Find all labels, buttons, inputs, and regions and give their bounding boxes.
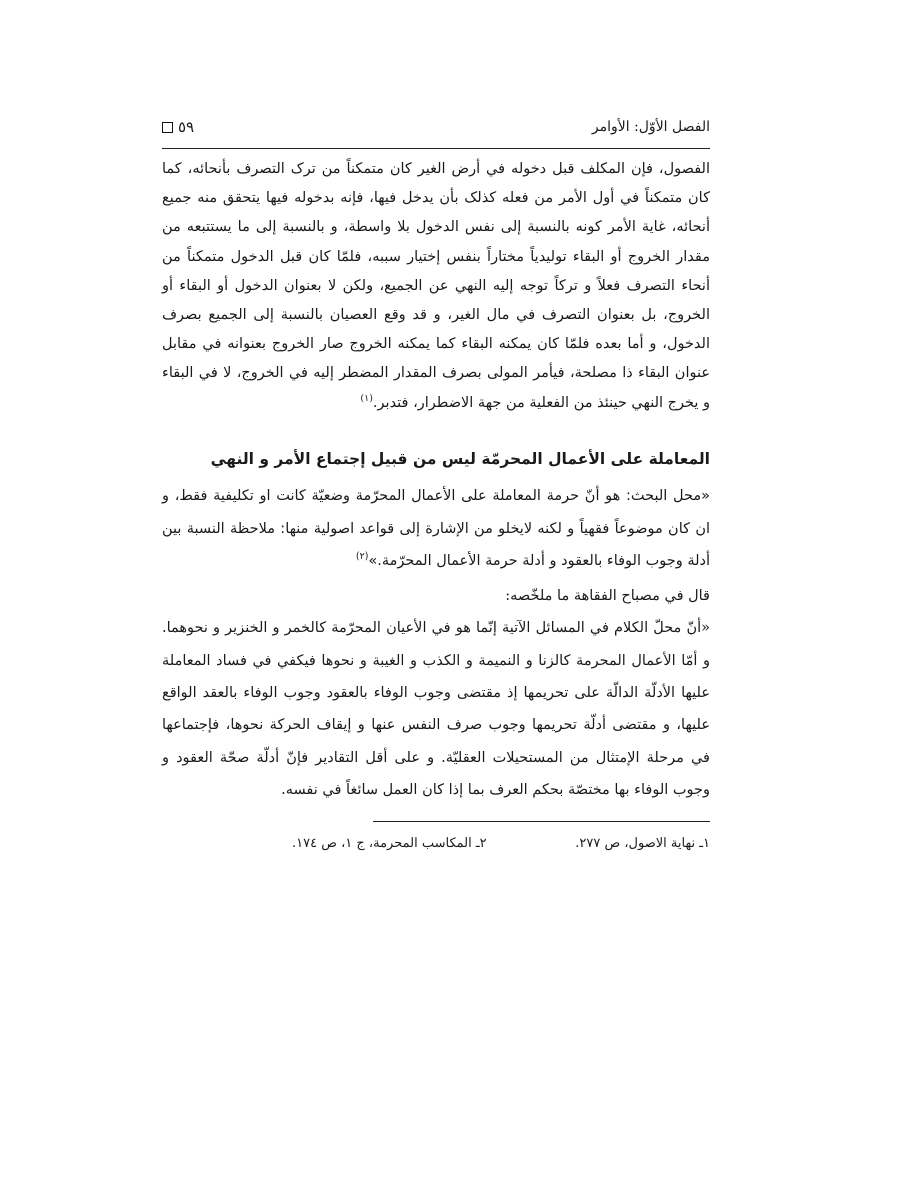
quote-1-text: «محل البحث: هو أنّ حرمة المعاملة على الأعمال المحرّمة وضعيّة كانت او تكليفية فقط، و ان كان موضوعاً فقهياً و لكنه لايخلو من الإشارة إلى قواعد اصولية منها: ملاحظة النسبة بين أدلة وجوب الوفاء بالعقود و أدلة حرمة الأعمال المحرّمة.» xyxy=(162,487,710,570)
footnote-ref-2: (٢) xyxy=(355,551,369,563)
page-number: ٥٩ xyxy=(178,118,195,136)
footnotes xyxy=(162,836,710,851)
square-ornament-icon xyxy=(162,122,173,133)
page-number-group xyxy=(162,118,194,136)
body-paragraph xyxy=(162,155,710,418)
footnote-1: ١ـ نهاية الاصول، ص ٢٧٧. xyxy=(575,835,710,851)
header-rule xyxy=(162,148,710,149)
section-heading: المعاملة على الأعمال المحرمّة ليس من قبيل إجتماع الأمر و النهي xyxy=(210,449,710,468)
running-header xyxy=(162,110,710,144)
footnote-2: ٢ـ المكاسب المحرمة، ج ١، ص ١٧٤. xyxy=(292,835,487,851)
body-paragraph-text: الفصول، فإن المكلف قبل دخوله في أرض الغير كان متمكناً من ترک التصرف بأنحائه، کما كان متمكناً في أول الأمر من فعله كذلک بأن يدخل فيها، فإنه بدخوله فيها يتحقق منه جميع أنحائه، غاية الأمر كونه بالنسبة إلى نفس الدخول بلا واسطة، و بالنسبة إلى ما يستتبعه من مقدار الخروج أو البقاء توليدياً مختاراً بنفس إختيار سببه، فلمّا كان قبل الدخول متمكناً من أنحاء التصرف فعلاً و تركاً توجه إليه النهي عن الجميع، ولكن لا بعنوان الدخول أو البقاء أو الخروج، بل بعنوان التصرف في مال الغير، و قد وقع العصيان بالنسبة إلى الجميع بصرف الدخول، و أما بعده فلمّا كان يمكنه البقاء كما يمكنه الخروج صار الخروج بعنوانه في مقابل عنوان البقاء ذا مصلحة، فيأمر المولى بصرف المقدار المضطر إليه في الخروج، لا في البقاء و يخرج النهي حينئذ من الفعلية من جهة الاضطرار، فتدبر. xyxy=(162,161,710,411)
chapter-title: الفصل الأوّل: الأوامر xyxy=(591,119,710,135)
book-page xyxy=(162,110,710,851)
quote-block-2: «أنّ محلّ الكلام في المسائل الآتية إنّما هو في الأعيان المحرّمة كالخمر و الخنزير و نحوهما. و أمّا الأعمال المحرمة كالزنا و النميمة و الكذب و الغيبة و نحوها فيكفي في فساد المعاملة عليها الأدلّة الدالّة على تحريمها إذ مقتضى وجوب الوفاء بالعقود وجوب الوفاء بالعقد الواقع عليها، و مقتضى أدلّة تحريمها وجوب صرف النفس عنها و إيقاف الحركة نحوها، فإجتماعها في مرحلة الإمتثال من المستحيلات العقليّة. و على أقل التقادير فإنّ أدلّة صحّة العقود و وجوب الوفاء بها مختصّة بحكم العرف بما إذا كان العمل سائغاً في نفسه. xyxy=(162,620,710,799)
intro-line: قال في مصباح الفقاهة ما ملخّصه: xyxy=(505,588,710,605)
footnote-ref-1: (١) xyxy=(360,392,373,404)
footnote-rule xyxy=(373,821,710,822)
quote-block-1 xyxy=(162,480,710,578)
